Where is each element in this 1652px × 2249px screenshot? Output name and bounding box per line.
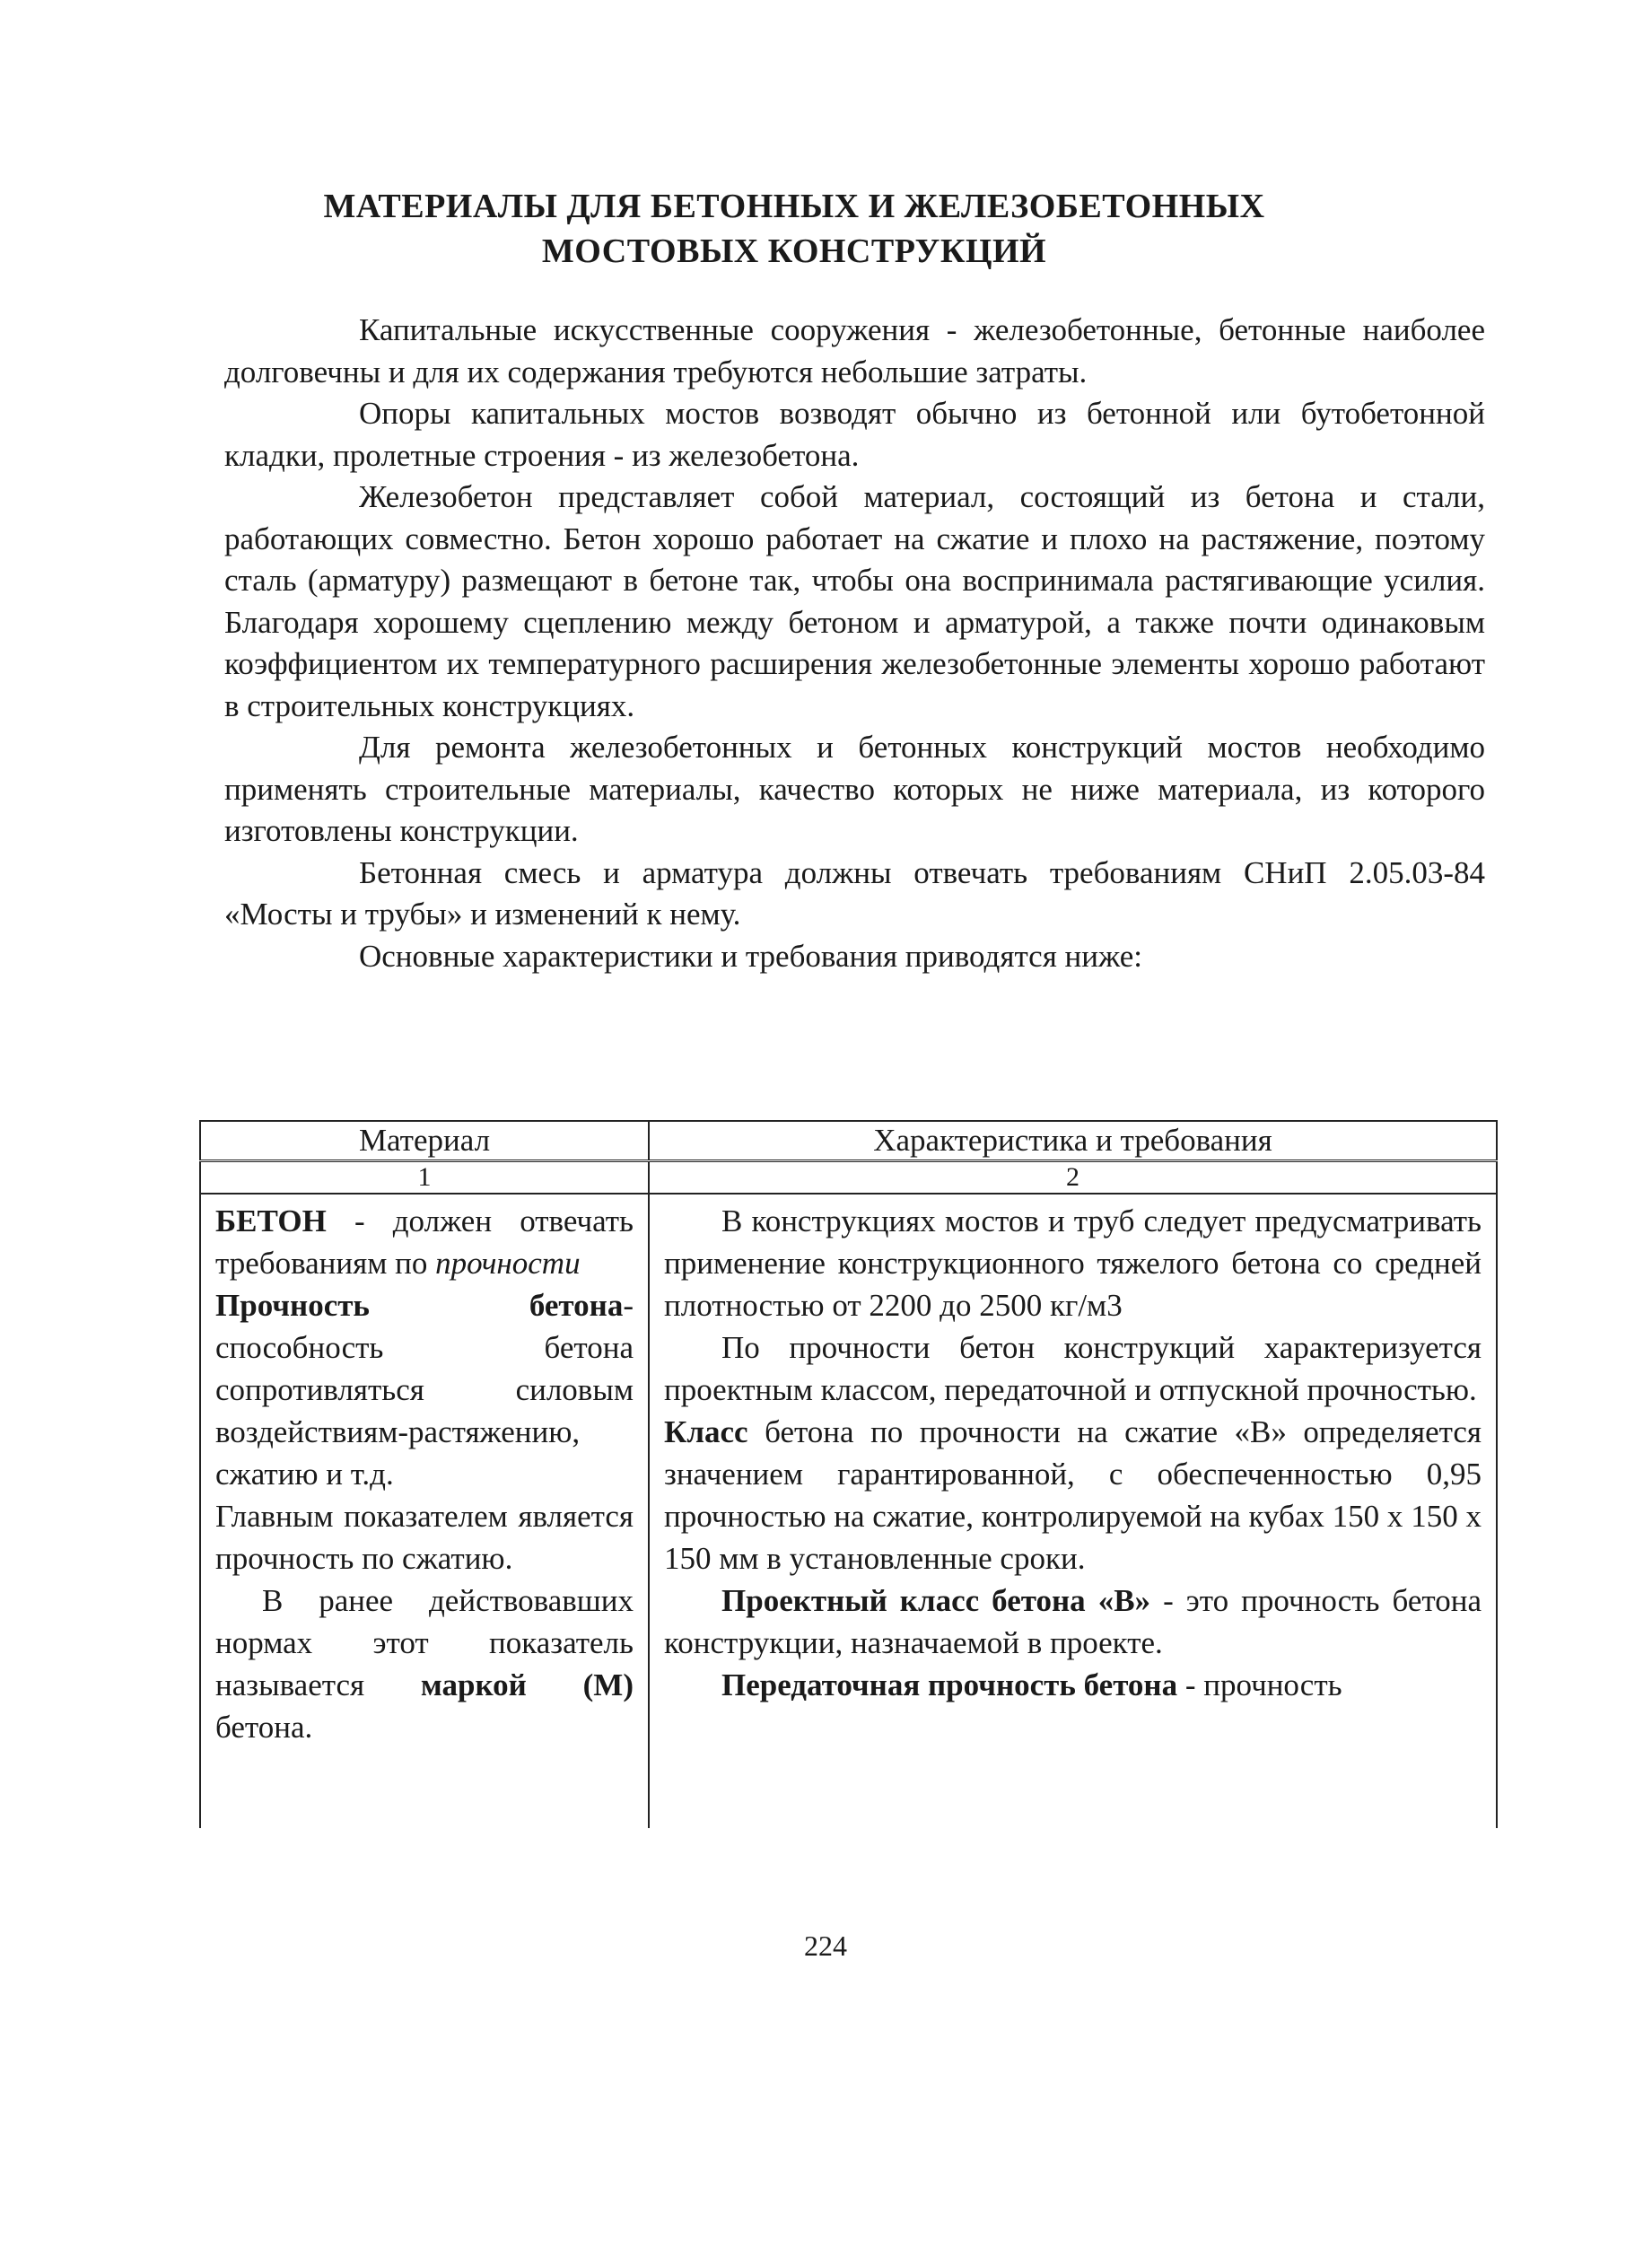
design-class-definition	[664, 1580, 1482, 1664]
strength-definition	[215, 1284, 634, 1495]
paragraph: Железобетон представляет собой материал, состоящий из бетона и стали, работающих совместно. Бетон хорошо работает на сжатие и плохо на растяжение, поэтому сталь (арматуру) размещают в бетоне так, чтобы она воспринимала растягивающие усилия. Благодаря хорошему сцеплению между бетоном и арматурой, а также почти одинаковым коэффициентом их температурного расширения железобетонные элементы хорошо работают в строительных конструкциях.	[224, 479, 1485, 723]
beton-italic: прочности	[435, 1246, 581, 1281]
document-title	[215, 184, 1373, 274]
paragraph: Бетонная смесь и арматура должны отвечать требованиям СНиП 2.05.03-84 «Мосты и трубы» и изменений к нему.	[224, 854, 1485, 932]
beton-term: БЕТОН	[215, 1203, 327, 1238]
column-header-material: Материал	[200, 1121, 649, 1161]
intro-text	[224, 310, 1485, 977]
characteristics-cell	[649, 1194, 1497, 1828]
beton-definition	[215, 1200, 634, 1284]
title-line-2: МОСТОВЫХ КОНСТРУКЦИЙ	[541, 232, 1047, 270]
paragraph: Для ремонта железобетонных и бетонных конструкций мостов необходимо применять строительные материалы, качество которых не ниже материала, из которого изготовлены конструкции.	[224, 730, 1485, 848]
earlier-norms-text	[215, 1580, 634, 1748]
material-cell	[200, 1194, 649, 1828]
column-number-2: 2	[649, 1161, 1497, 1195]
paragraph: Капитальные искусственные сооружения - железобетонные, бетонные наиболее долговечны и для их содержания требуются небольшие затраты.	[224, 312, 1485, 389]
main-indicator-text: Главным показателем является прочность по сжатию.	[215, 1499, 634, 1576]
column-number-1: 1	[200, 1161, 649, 1195]
column-number-row	[200, 1161, 1497, 1195]
characteristics-paragraph: В конструкциях мостов и труб следует предусматривать применение конструкционного тяжелого бетона со средней плотностью от 2200 до 2500 кг/м3	[664, 1203, 1482, 1323]
design-class-text: - это прочность бетона конструкции, назначаемой в проекте.	[664, 1583, 1482, 1660]
paragraph: Опоры капитальных мостов возводят обычно из бетонной или бутобетонной кладки, пролетные строения - из железобетона.	[224, 396, 1485, 473]
strength-text: -способность бетона сопротивляться силовым воздействиям-растяжению, сжатию и т.д.	[215, 1288, 634, 1492]
table-header-row	[200, 1121, 1497, 1161]
class-definition	[664, 1411, 1482, 1580]
materials-table	[199, 1120, 1498, 1828]
table-row	[200, 1194, 1497, 1828]
title-line-1: МАТЕРИАЛЫ ДЛЯ БЕТОННЫХ И ЖЕЛЕЗОБЕТОННЫХ	[323, 188, 1265, 225]
transfer-strength-definition	[664, 1664, 1482, 1706]
column-header-characteristics: Характеристика и требования	[649, 1121, 1497, 1161]
earlier-start: В ранее действовавших нормах этот показатель называется	[215, 1583, 634, 1702]
characteristics-paragraph: По прочности бетон конструкций характеризуется проектным классом, передаточной и отпускной прочностью.	[664, 1330, 1482, 1407]
materials-table-wrapper	[199, 1120, 1496, 1828]
transfer-strength-text: - прочность	[1177, 1667, 1342, 1702]
page-number: 224	[804, 1930, 847, 1962]
design-class-term: Проектный класс бетона «В»	[721, 1583, 1151, 1618]
mark-term: маркой (М)	[420, 1667, 634, 1702]
class-term: Класс	[664, 1414, 748, 1449]
transfer-strength-term: Передаточная прочность бетона	[721, 1667, 1178, 1702]
beton-text: - должен отвечать требованиям по	[215, 1203, 634, 1281]
class-text: бетона по прочности на сжатие «В» определяется значением гарантированной, с обеспеченностью 0,95 прочностью на сжатие, контролируемой на кубах 150 х 150 х 150 мм в установленные сроки.	[664, 1414, 1482, 1576]
earlier-end: бетона.	[215, 1710, 313, 1745]
paragraph: Основные характеристики и требования приводятся ниже:	[359, 938, 1143, 974]
strength-term: Прочность бетона	[215, 1288, 624, 1323]
